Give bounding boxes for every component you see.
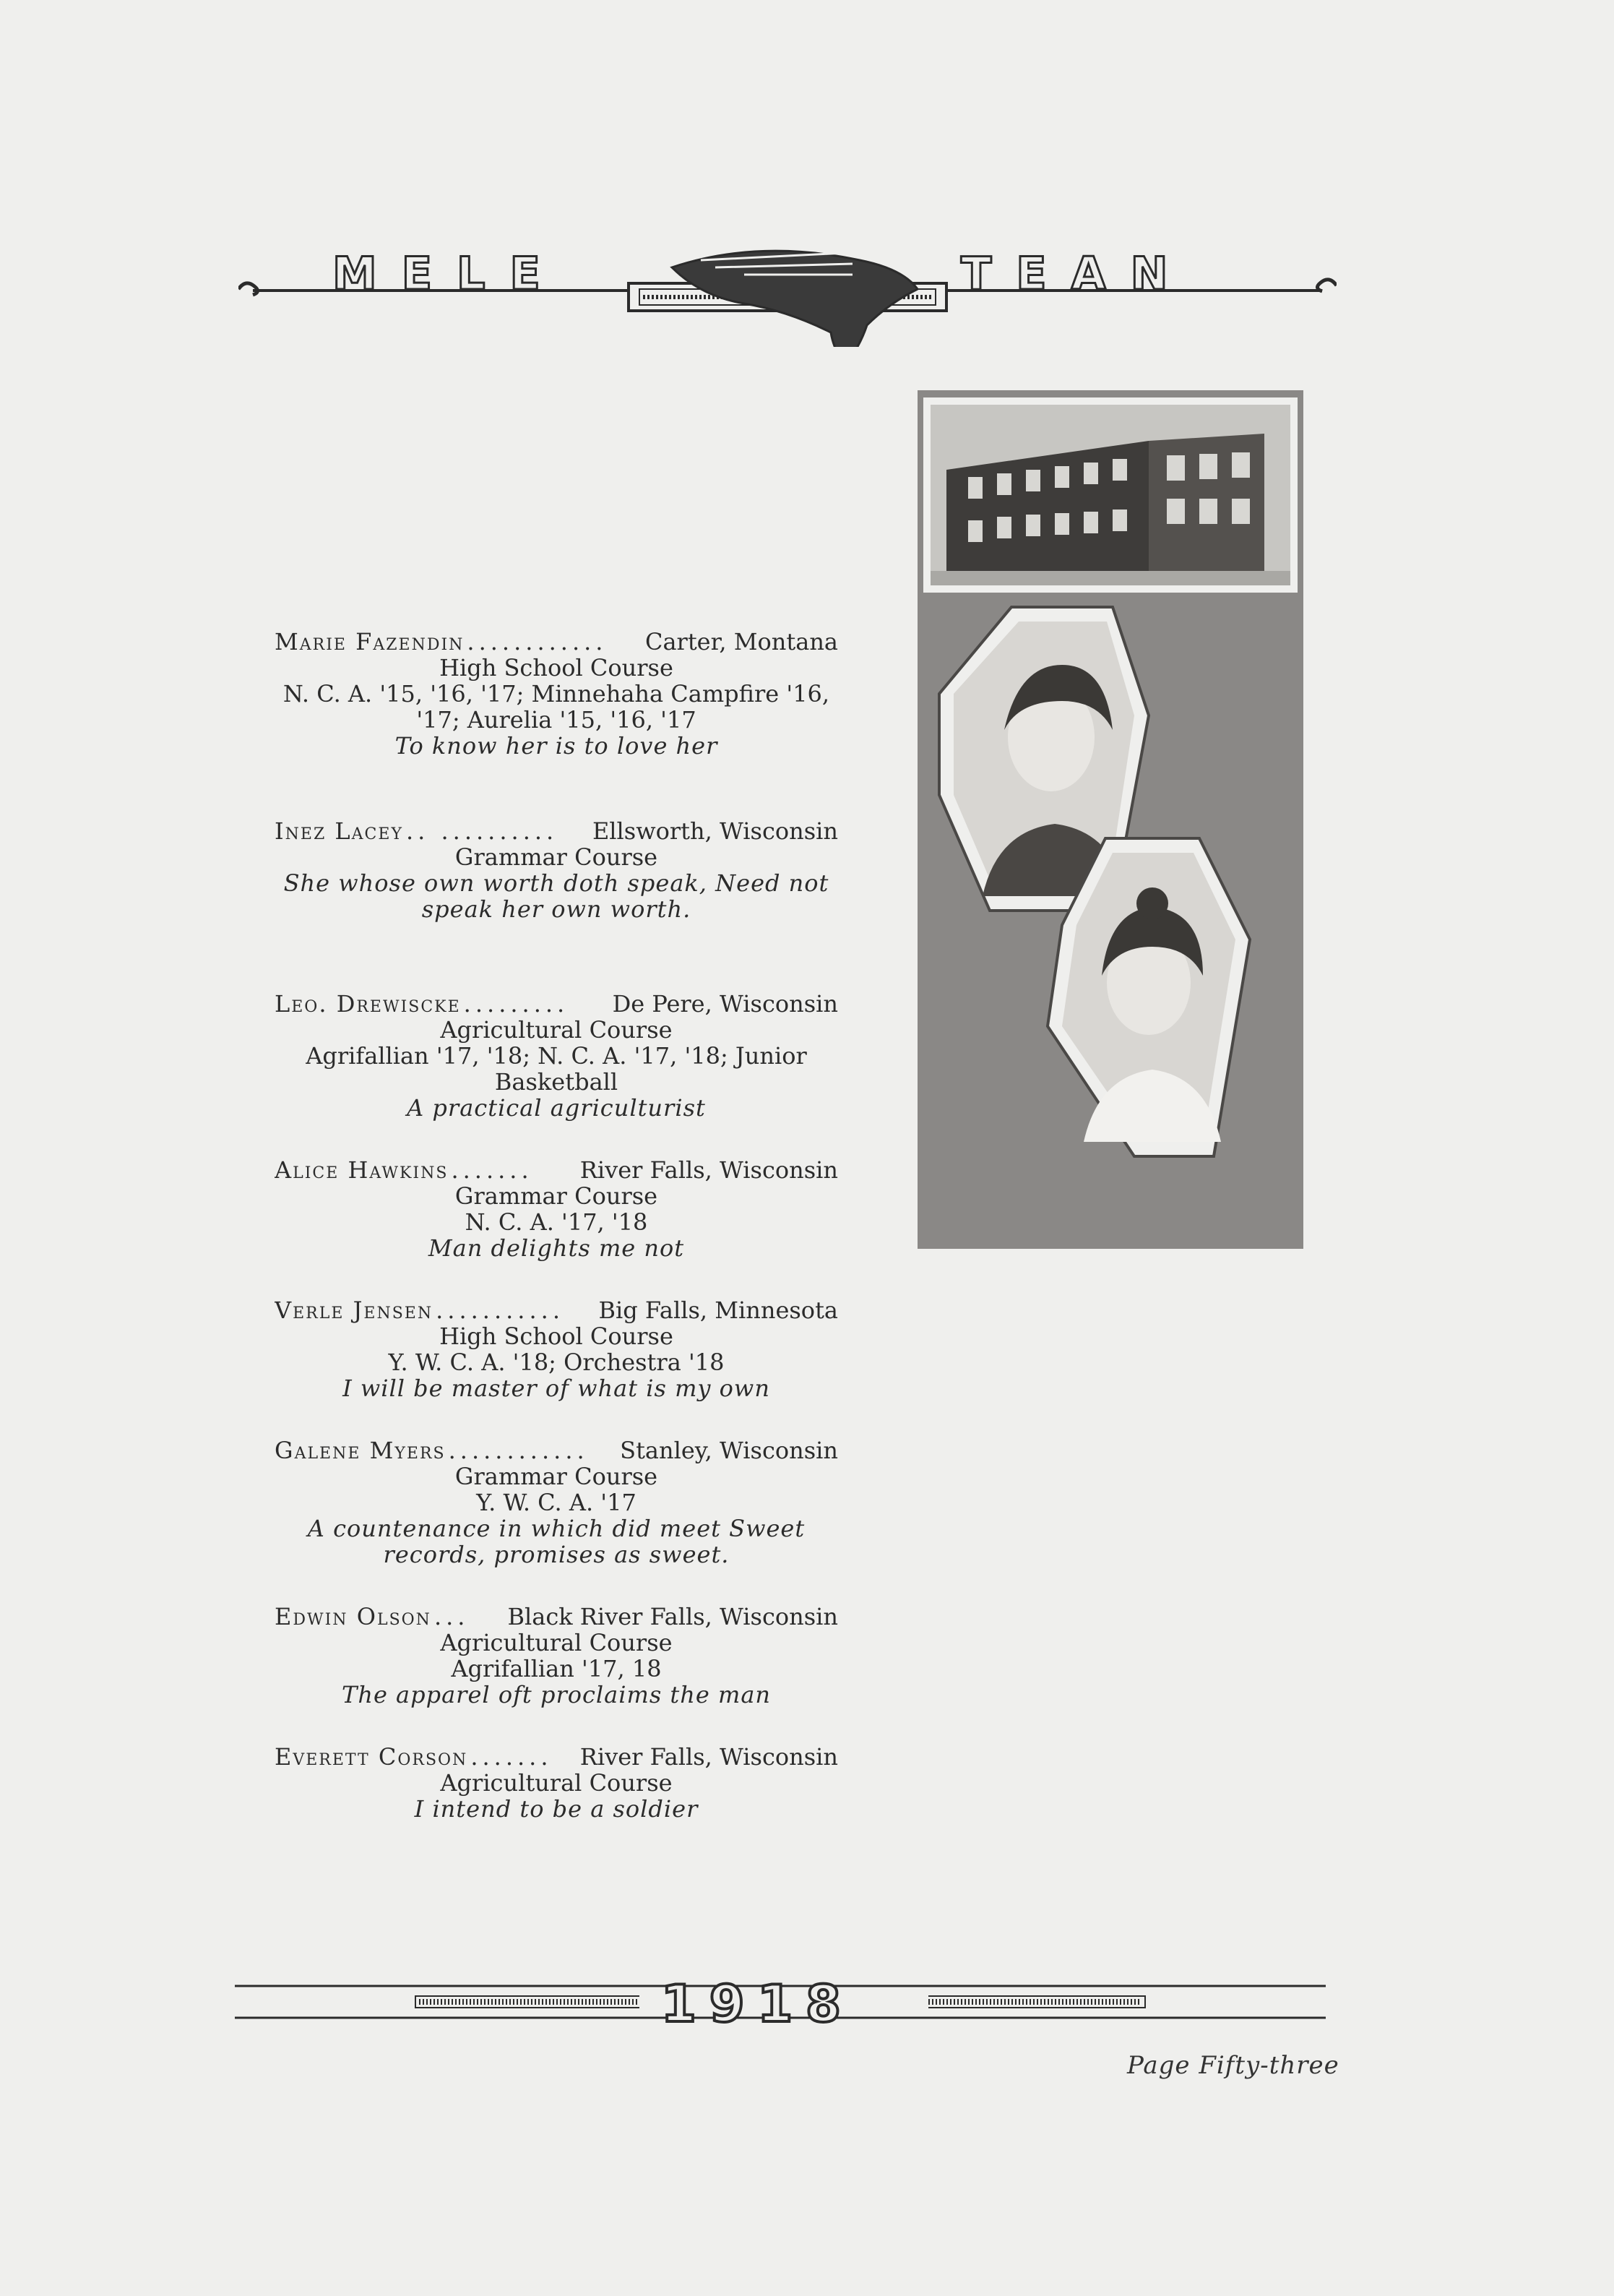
leader-dots: ... — [433, 1604, 470, 1630]
entry-leo-drewiscke — [275, 991, 838, 1121]
hometown: De Pere, Wisconsin — [612, 991, 838, 1017]
activities: Agrifallian '17, '18; N. C. A. '17, '18; Junior Basketball — [306, 1042, 807, 1096]
hometown: Ellsworth, Wisconsin — [592, 818, 838, 844]
entry-verle-jensen — [275, 1297, 838, 1401]
course: Grammar Course — [454, 1182, 658, 1210]
motto: A practical agriculturist — [407, 1094, 706, 1122]
yearbook-year: 1918 — [661, 1974, 854, 2034]
course: Agricultural Course — [440, 1769, 673, 1797]
banner-word-right: TEAN — [961, 247, 1193, 300]
activities: N. C. A. '15, '16, '17; Minnehaha Campfire '16, '17; Aurelia '15, '16, '17 — [282, 680, 830, 734]
school-building-photo — [923, 397, 1298, 593]
student-name: Edwin Olson — [275, 1604, 431, 1630]
student-name: Verle Jensen — [275, 1297, 433, 1323]
motto: I will be master of what is my own — [342, 1375, 770, 1402]
hometown: Big Falls, Minnesota — [598, 1297, 838, 1323]
student-name: Galene Myers — [275, 1437, 446, 1463]
course: Grammar Course — [454, 1463, 658, 1490]
banner-word-left: MELE — [332, 247, 565, 300]
leader-dots: .. .......... — [405, 818, 558, 844]
photo-panel — [918, 390, 1303, 1249]
course: High School Course — [439, 654, 673, 682]
activities: Y. W. C. A. '18; Orchestra '18 — [388, 1349, 725, 1376]
hometown: Black River Falls, Wisconsin — [507, 1604, 838, 1630]
motto: The apparel oft proclaims the man — [341, 1681, 772, 1708]
motto: Man delights me not — [428, 1234, 685, 1262]
entry-edwin-olson — [275, 1604, 838, 1708]
activities: N. C. A. '17, '18 — [465, 1208, 648, 1236]
leader-dots: ....... — [470, 1744, 553, 1770]
student-name: Leo. Drewiscke — [275, 991, 461, 1017]
motto: She whose own worth doth speak, Need not speak her own worth. — [283, 869, 829, 923]
course: Grammar Course — [454, 843, 658, 871]
page-number: Page Fifty-three — [1127, 2051, 1339, 2080]
motto: I intend to be a soldier — [414, 1795, 699, 1823]
header-banner — [238, 238, 1337, 347]
entry-everett-corson — [275, 1744, 838, 1822]
entry-marie-fazendin — [275, 629, 838, 759]
entry-inez-lacey — [275, 818, 838, 922]
course: Agricultural Course — [440, 1629, 673, 1656]
activities: Y. W. C. A. '17 — [476, 1489, 636, 1516]
hometown: River Falls, Wisconsin — [579, 1744, 838, 1770]
leader-dots: ............ — [448, 1437, 589, 1463]
student-name: Inez Lacey — [275, 818, 403, 844]
hometown: Stanley, Wisconsin — [620, 1437, 838, 1463]
leader-dots: ....... — [451, 1157, 533, 1183]
leader-dots: ............ — [467, 629, 608, 655]
motto: A countenance in which did meet Sweet records, promises as sweet. — [307, 1515, 806, 1568]
activities: Agrifallian '17, 18 — [451, 1655, 662, 1682]
course: High School Course — [439, 1323, 673, 1350]
student-name: Alice Hawkins — [275, 1157, 449, 1183]
student-name: Marie Fazendin — [275, 629, 465, 655]
footer-banner — [235, 1974, 1326, 2034]
leader-dots: ......... — [463, 991, 569, 1017]
student-entries — [275, 629, 838, 1822]
entry-galene-myers — [275, 1437, 838, 1568]
leader-dots: ........... — [436, 1297, 564, 1323]
entry-alice-hawkins — [275, 1157, 838, 1261]
student-name: Everett Corson — [275, 1744, 468, 1770]
hometown: Carter, Montana — [644, 629, 838, 655]
hometown: River Falls, Wisconsin — [579, 1157, 838, 1183]
motto: To know her is to love her — [394, 732, 718, 760]
course: Agricultural Course — [440, 1016, 673, 1044]
